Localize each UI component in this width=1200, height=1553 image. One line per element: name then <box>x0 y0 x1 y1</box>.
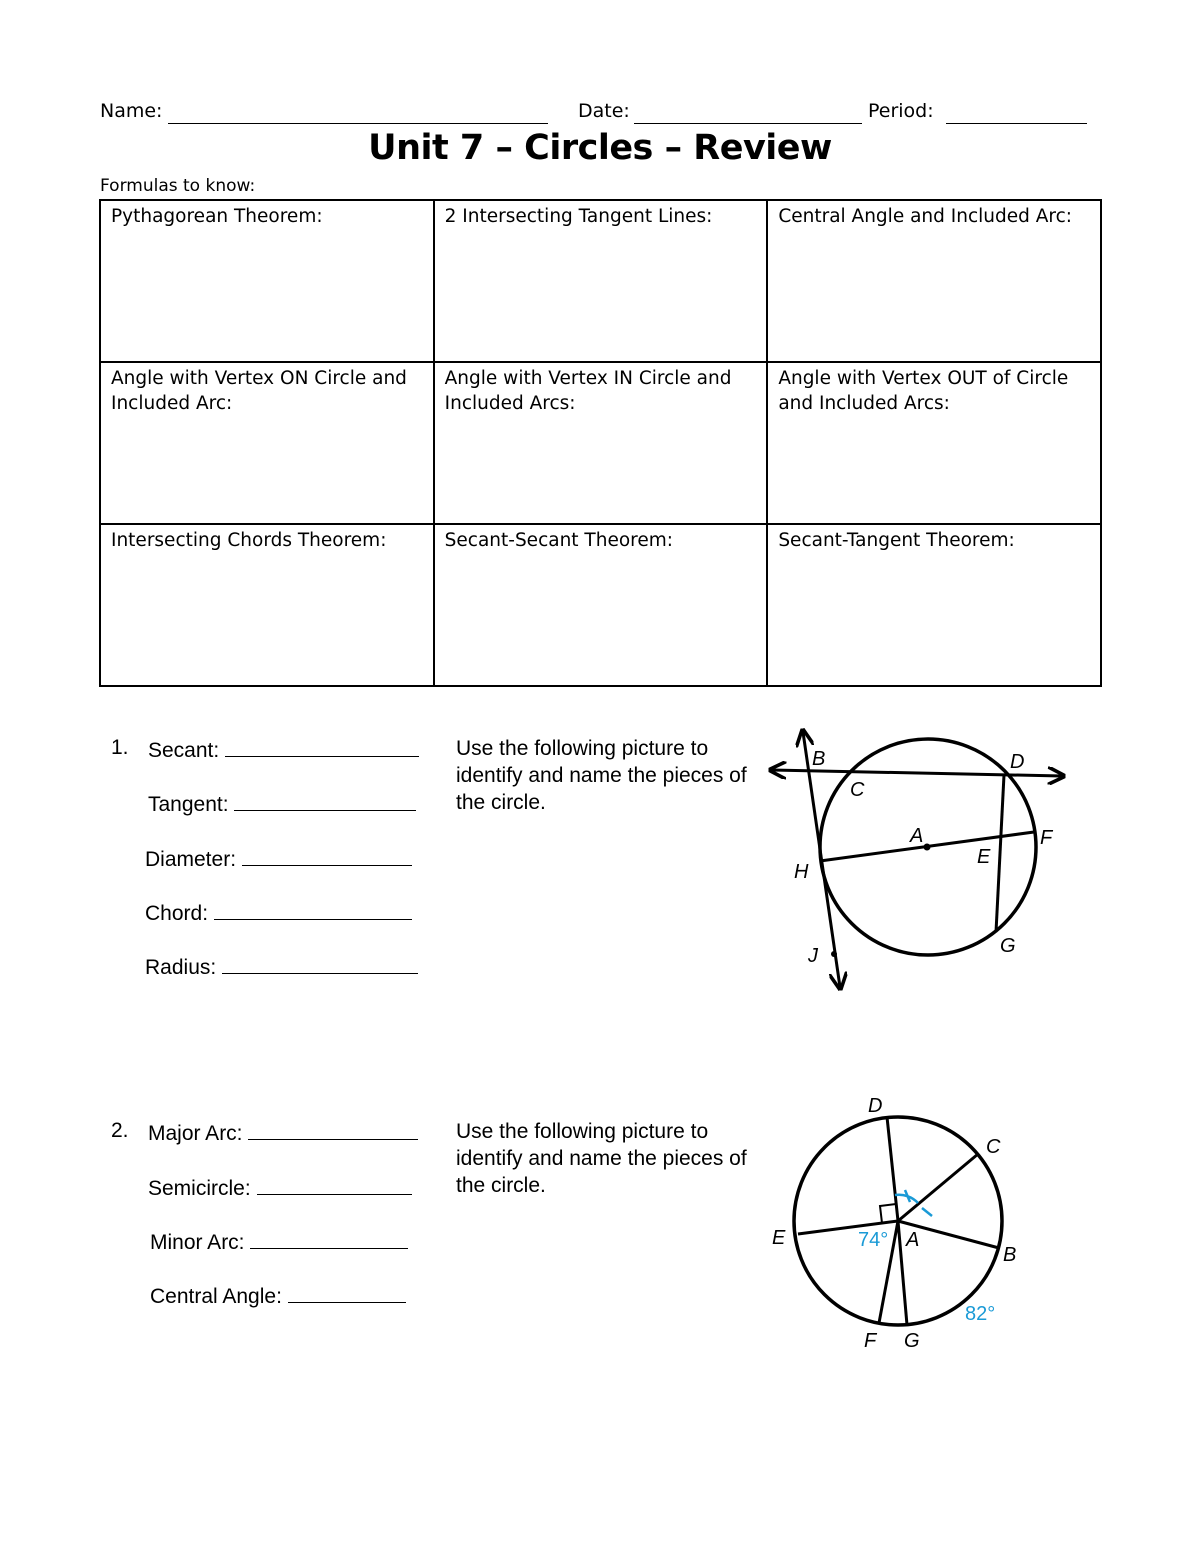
label-j: J <box>808 945 818 967</box>
label-d: D <box>1010 751 1025 773</box>
label-b: B <box>1003 1244 1017 1266</box>
formula-cell-intersecting-chords[interactable]: Intersecting Chords Theorem: <box>100 524 434 686</box>
label-d: D <box>868 1095 883 1117</box>
secant-answer[interactable] <box>225 736 419 757</box>
formula-cell-secant-secant[interactable]: Secant-Secant Theorem: <box>434 524 768 686</box>
chord-answer[interactable] <box>214 899 412 920</box>
tangent-answer[interactable] <box>234 790 416 811</box>
semicircle-answer[interactable] <box>257 1174 412 1195</box>
label-e: E <box>772 1227 786 1249</box>
q1-tangent-row <box>148 790 416 817</box>
major-arc-label: Major Arc: <box>148 1122 243 1145</box>
diameter-label: Diameter: <box>145 848 237 871</box>
label-h: H <box>794 861 809 883</box>
q1-diameter-row <box>145 845 412 872</box>
q2-semicircle-row <box>148 1174 412 1201</box>
angle-label-74: 74° <box>858 1229 889 1251</box>
label-c: C <box>986 1136 1001 1158</box>
radius-ac <box>898 1154 978 1221</box>
label-a: A <box>910 825 924 847</box>
arc-tick-2 <box>922 1208 932 1216</box>
diameter-answer[interactable] <box>242 845 412 866</box>
formula-cell-vertex-out[interactable]: Angle with Vertex OUT of Circle and Included Arcs: <box>767 362 1101 524</box>
central-angle-answer[interactable] <box>288 1282 406 1303</box>
formula-cell-central-angle[interactable]: Central Angle and Included Arc: <box>767 200 1101 362</box>
formula-cell-intersecting-tangents[interactable]: 2 Intersecting Tangent Lines: <box>434 200 768 362</box>
formula-cell-vertex-on[interactable]: Angle with Vertex ON Circle and Included Arc: <box>100 362 434 524</box>
q2-number: 2. <box>111 1119 129 1142</box>
q1-chord-row <box>145 899 412 926</box>
table-row <box>100 362 1101 524</box>
q2-central-angle-row <box>150 1282 406 1309</box>
q1-number: 1. <box>111 736 129 759</box>
q2-major-arc-row <box>148 1119 418 1146</box>
circle-figure-1 <box>760 720 1080 1000</box>
label-c: C <box>850 779 865 801</box>
period-field[interactable] <box>946 103 1087 124</box>
radius-label: Radius: <box>145 956 217 979</box>
q1-radius-row <box>145 953 418 980</box>
q1-instruction: Use the following picture to identify and name the pieces of the circle. <box>456 737 747 814</box>
formula-cell-pythagorean[interactable]: Pythagorean Theorem: <box>100 200 434 362</box>
point-j <box>831 951 837 957</box>
q1-secant-row <box>148 736 419 763</box>
secant-label: Secant: <box>148 739 220 762</box>
arc-label-82: 82° <box>965 1303 996 1325</box>
major-arc-answer[interactable] <box>248 1119 418 1140</box>
label-f: F <box>864 1330 877 1352</box>
table-row <box>100 200 1101 362</box>
q2-instruction: Use the following picture to identify and name the pieces of the circle. <box>456 1120 747 1197</box>
minor-arc-answer[interactable] <box>250 1228 408 1249</box>
date-field[interactable] <box>634 103 862 124</box>
name-field[interactable] <box>168 103 548 124</box>
q2-minor-arc-row <box>150 1228 408 1255</box>
label-b: B <box>812 748 826 770</box>
table-row <box>100 524 1101 686</box>
page-title: Unit 7 – Circles – Review <box>368 128 832 168</box>
minor-arc-label: Minor Arc: <box>150 1231 245 1254</box>
semicircle-label: Semicircle: <box>148 1177 251 1200</box>
label-e: E <box>977 846 991 868</box>
formula-table <box>99 199 1102 687</box>
tangent-label: Tangent: <box>148 793 229 816</box>
label-f: F <box>1040 827 1053 849</box>
formula-cell-vertex-in[interactable]: Angle with Vertex IN Circle and Included Arcs: <box>434 362 768 524</box>
chord-dg <box>996 775 1004 932</box>
date-label: Date: <box>578 100 630 122</box>
radius-answer[interactable] <box>222 953 418 974</box>
name-label: Name: <box>100 100 163 122</box>
center-point-a <box>924 844 931 851</box>
chord-label: Chord: <box>145 902 209 925</box>
central-angle-label: Central Angle: <box>150 1285 282 1308</box>
formula-cell-secant-tangent[interactable]: Secant-Tangent Theorem: <box>767 524 1101 686</box>
label-a: A <box>906 1229 920 1251</box>
circle-figure-2 <box>760 1090 1040 1360</box>
label-g: G <box>904 1330 920 1352</box>
period-label: Period: <box>868 100 934 122</box>
formulas-label: Formulas to know: <box>100 176 256 196</box>
label-g: G <box>1000 935 1016 957</box>
